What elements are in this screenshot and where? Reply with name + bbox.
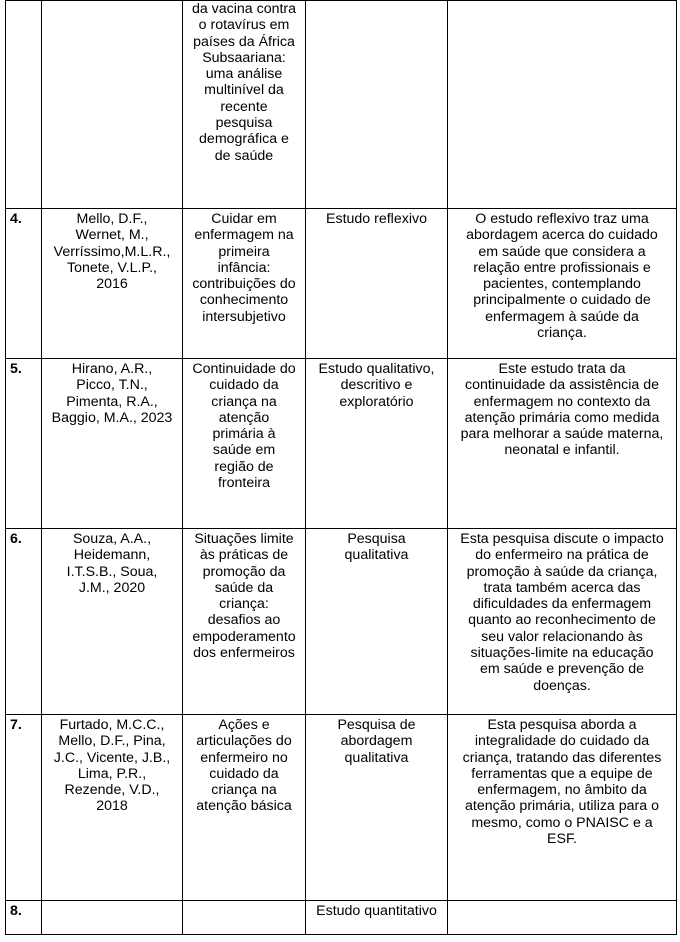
cell-text-line: Continuidade do [192,361,296,377]
title-cell [183,901,306,935]
cell-text-line: atenção primária, utiliza para o [465,798,659,815]
cell-text-line: Pimenta, R.A., [66,393,158,410]
cell-text-line: qualitativa [344,547,409,564]
cell-text-line: ferramentas que a equipe de [471,765,653,782]
cell-text-line: Baggio, M.A., 2023 [51,409,173,426]
cell-text-line: pacientes, contemplando [483,276,641,293]
cell-text-line: Este estudo trata da [498,361,626,377]
cell-text-line: 2016 [96,276,128,293]
authors-cell [42,529,183,715]
cell-text-line: continuidade da assistência de [464,377,660,394]
table-row [6,529,677,715]
cell-text-line: criança, tratando das diferentes [462,749,662,766]
row-number: 7. [6,715,42,901]
summary-cell [448,901,677,935]
authors-cell [42,1,183,209]
row-number [6,1,42,209]
row-number: 6. [6,529,42,715]
cell-text-line: criança na [211,782,277,799]
cell-text-line: cuidado da [209,377,279,394]
cell-text-line: mesmo, como o PNAISC e a [471,814,653,831]
cell-text-line: em saúde que considera a [478,243,646,260]
method-cell [306,1,448,209]
cell-text-line: situações-limite na educação [470,645,654,662]
cell-text-line: cuidado da [209,765,279,782]
cell-text-line: Situações limite [194,531,294,547]
table-row [6,209,677,359]
cell-text-line: abordagem [340,733,413,750]
cell-text-line: criança. [537,325,587,342]
cell-text-line: criança: [219,596,269,613]
cell-text-line: saúde da [214,579,274,596]
cell-text-line: I.T.S.B., Soua, [66,563,158,580]
cell-text-line: seu valor relacionando às [481,628,643,645]
title-cell [183,529,306,715]
cell-text-line: multinível da [204,82,284,99]
cell-text-line: países da África [193,33,295,50]
cell-text-line: Pesquisa [347,531,406,547]
cell-text-line: enfermagem, no âmbito da [477,782,647,799]
cell-text-line: Ações e [218,717,270,733]
row-number: 8. [6,901,42,935]
cell-text-line: contribuições do [192,276,296,293]
cell-text-line: Hirano, A.R., [71,361,153,377]
method-cell [306,715,448,901]
cell-text-line: dificuldades da enfermagem [472,596,652,613]
cell-text-line: Esta pesquisa discute o impacto [460,531,664,547]
row-number: 5. [6,359,42,529]
cell-text-line: promoção da [202,563,286,580]
cell-text-line: O estudo reflexivo traz uma [475,211,649,227]
cell-text-line: abordagem acerca do cuidado [466,227,658,244]
cell-text-line: Picco, T.N., [76,377,148,394]
cell-text-line: J.C., Vicente, J.B., [53,749,171,766]
cell-text-line: Pesquisa de [337,717,416,733]
cell-text-line: desafios ao [207,612,281,629]
cell-text-line: uma análise [205,66,283,83]
cell-text-line: pesquisa [215,115,273,132]
cell-text-line: promoção à saúde da criança, [466,563,658,580]
cell-text-line: doenças. [533,677,591,694]
cell-text-line: descritivo e [340,377,413,394]
method-cell [306,359,448,529]
cell-text-line: Mello, D.F., Pina, [58,733,166,750]
summary-cell [448,715,677,901]
cell-text-line: recente [220,98,268,115]
authors-cell [42,715,183,901]
authors-cell [42,901,183,935]
cell-text-line: intersubjetivo [202,308,286,325]
cell-text-line: criança na [211,393,277,410]
cell-text-line: dos enfermeiros [193,645,295,662]
table-row [6,359,677,529]
method-cell [306,529,448,715]
cell-text-line: ESF. [547,831,577,848]
cell-text-line: conhecimento [199,292,289,309]
cell-text-line: Cuidar em [211,211,277,227]
cell-text-line: Wernet, M., [75,227,149,244]
cell-text-line: atenção [218,409,270,426]
cell-text-line: Tonete, V.L.P., [67,259,157,276]
cell-text-line: enfermagem no contexto da [473,393,651,410]
cell-text-line: Furtado, M.C.C., [59,717,165,733]
summary-cell [448,359,677,529]
cell-text-line: Heidemann, [73,547,151,564]
cell-text-line: Souza, A.A., [72,531,152,547]
cell-text-line: Verríssimo,M.L.R., [53,243,171,260]
cell-text-line: Estudo reflexivo [326,211,427,227]
cell-text-line: enfermeiro no [200,749,288,766]
cell-text-line: 2018 [96,798,128,815]
table-row [6,1,677,209]
cell-text-line: saúde em [212,442,276,459]
cell-text-line: quanto ao reconhecimento de [468,612,656,629]
method-cell [306,209,448,359]
authors-cell [42,359,183,529]
table-row [6,715,677,901]
cell-text-line: de saúde [214,147,274,164]
cell-text-line: enfermagem à saúde da [485,308,639,325]
cell-text-line: Rezende, V.D., [64,782,160,799]
cell-text-line: trata também acerca das [483,579,641,596]
literature-table [5,0,677,935]
cell-text-line: principalmente o cuidado de [473,292,651,309]
cell-text-line: qualitativa [344,749,409,766]
cell-text-line: primeira [218,243,270,260]
cell-text-line: o rotavírus em [198,17,290,34]
cell-text-line: demográfica e [199,131,289,148]
method-cell [306,901,448,935]
cell-text-line: fronteira [217,475,271,492]
cell-text-line: às práticas de [199,547,289,564]
cell-text-line: Estudo quantitativo [316,903,437,919]
table-row [6,901,677,935]
authors-cell [42,209,183,359]
summary-cell [448,529,677,715]
cell-text-line: primária à [212,426,276,443]
title-cell [183,715,306,901]
cell-text-line: do enfermeiro na prática de [475,547,649,564]
title-cell [183,209,306,359]
cell-text-line: da vacina contra [191,1,297,17]
cell-text-line: atenção primária como medida [464,409,660,426]
cell-text-line: Lima, P.R., [77,765,147,782]
cell-text-line: Esta pesquisa aborda a [487,717,637,733]
cell-text-line: Subsaariana: [202,49,286,66]
cell-text-line: atenção básica [196,798,292,815]
cell-text-line: Estudo qualitativo, [318,361,435,377]
cell-text-line: articulações do [196,733,292,750]
cell-text-line: integralidade do cuidado da [474,733,650,750]
cell-text-line: exploratório [339,393,414,410]
cell-text-line: enfermagem na [194,227,294,244]
summary-cell [448,1,677,209]
cell-text-line: neonatal e infantil. [504,442,620,459]
cell-text-line: em saúde e prevenção de [479,661,645,678]
cell-text-line: infância: [217,259,271,276]
cell-text-line: região de [214,458,274,475]
cell-text-line: relação entre profissionais e [473,259,651,276]
title-cell [183,1,306,209]
summary-cell [448,209,677,359]
title-cell [183,359,306,529]
row-number: 4. [6,209,42,359]
cell-text-line: J.M., 2020 [78,579,146,596]
cell-text-line: Mello, D.F., [76,211,148,227]
cell-text-line: empoderamento [192,628,296,645]
cell-text-line: para melhorar a saúde materna, [460,426,664,443]
